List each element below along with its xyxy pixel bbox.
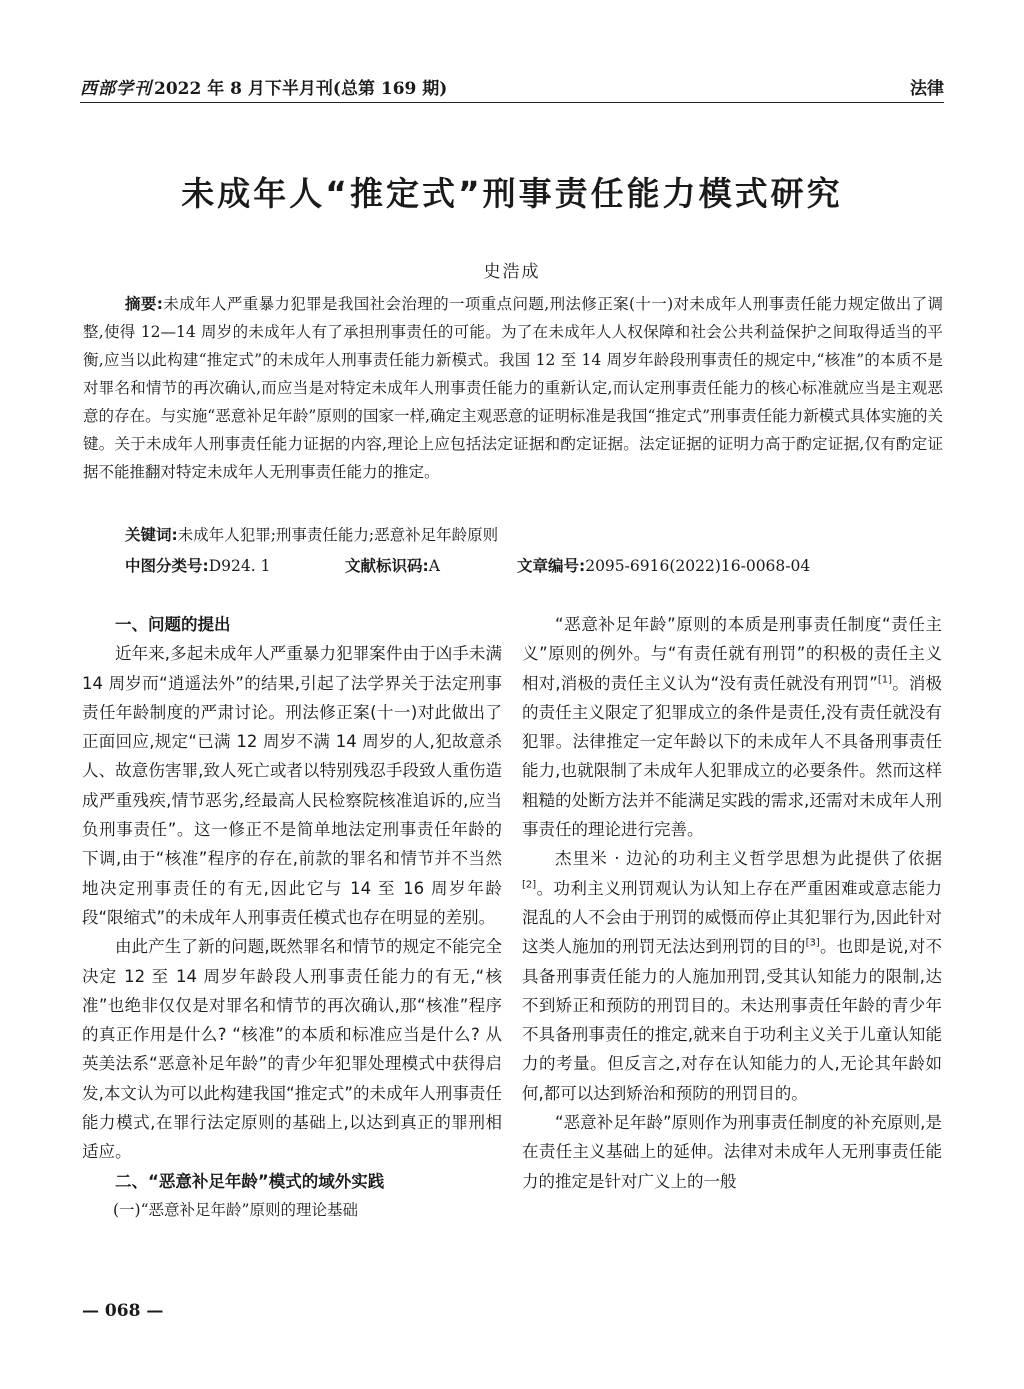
- section-heading-1: 一、问题的提出: [115, 615, 231, 634]
- paragraph-text: “恶意补足年龄”原则的本质是刑事责任制度“责任主义”原则的例外。与“有责任就有刑罚”的积极的责任主义相对,消极的责任主义认为“没有责任就没有刑罚”: [522, 615, 942, 693]
- issue-info: 2022 年 8 月下半月刊(总第 169 期): [154, 79, 448, 99]
- citation-ref: [1]: [877, 674, 893, 686]
- keywords: [125, 523, 498, 545]
- paragraph: [522, 610, 942, 844]
- article-author: 史浩成: [483, 262, 541, 282]
- citation-ref: [3]: [805, 937, 820, 949]
- paragraph-text: 杰里米 · 边沁的功利主义哲学思想为此提供了依据: [555, 849, 942, 869]
- paragraph-text: 。功利主义刑罚观认为认知上存在严重困难或意志能力混乱的人不会由于刑罚的威慑而停止其犯罪行为,因此针对这类人施加的刑罚无法达到刑罚的目的: [522, 878, 942, 957]
- clc-value: D924. 1: [208, 557, 271, 575]
- article-number-value: 2095-6916(2022)16-0068-04: [585, 557, 811, 575]
- citation-ref: [2]: [522, 879, 537, 891]
- section-label: 法律: [910, 79, 944, 99]
- article-title: 未成年人“推定式”刑事责任能力模式研究: [181, 174, 843, 213]
- paragraph: 近年来,多起未成年人严重暴力犯罪案件由于凶手未满 14 周岁而“逍遥法外”的结果,引起了法学界关于法定刑事责任年龄制度的严肃讨论。刑法修正案(十一)对此做出了正面回应,规定“已满 12 周岁不满 14 周岁的人,犯故意杀人、故意伤害罪,致人死亡或者以特别残忍手段致人重伤造成严重残疾,情节恶劣,经最高人民检察院核准追诉的,应当负刑事责任”。这一修正不是简单地法定刑事责任年龄的下调,由于“核准”程序的存在,前款的罪名和情节并不当然地决定刑事责任的有无,因此它与 14 至 16 周岁年龄段“限缩式”的未成年人刑事责任模式也存在明显的差别。: [82, 644, 502, 927]
- paragraph-text: 。也即是说,对不具备刑事责任能力的人施加刑罚,受其认知能力的限制,达不到矫正和预防的刑罚目的。未达刑事责任年龄的青少年不具备刑事责任的推定,就来自于功利主义关于儿童认知能力的考量。但反言之,对存在认知能力的人,无论其年龄如何,都可以达到矫治和预防的刑罚目的。: [522, 937, 943, 1103]
- subsection-heading: (一)“恶意补足年龄”原则的理论基础: [113, 1200, 358, 1219]
- journal-logo: 西部学刊: [80, 79, 152, 99]
- paragraph: [522, 844, 942, 1108]
- article-number-label: 文章编号:: [517, 557, 586, 575]
- abstract-text: 未成年人严重暴力犯罪是我国社会治理的一项重点问题,刑法修正案(十一)对未成年人刑事责任能力规定做出了调整,使得 12—14 周岁的未成年人有了承担刑事责任的可能。为了在未成年人人权保障和社会公共利益保护之间取得适当的平衡,应当以此构建“推定式”的未成年人刑事责任能力新模式。我国 12 至 14 周岁年龄段刑事责任的规定中,“核准”的本质不是对罪名和情节的再次确认,而应当是对特定未成年人刑事责任能力的重新认定,而认定刑事责任能力的核心标准就应当是主观恶意的存在。与实施“恶意补足年龄”原则的国家一样,确定主观恶意的证明标准是我国“推定式”刑事责任能力新模式具体实施的关键。关于未成年人刑事责任能力证据的内容,理论上应包括法定证据和酌定证据。法定证据的证明力高于酌定证据,仅有酌定证据不能推翻对特定未成年人无刑事责任能力的推定。: [83, 295, 943, 481]
- doc-code-label: 文献标识码:: [345, 557, 429, 575]
- keywords-label: 关键词:: [125, 526, 178, 544]
- running-header: [80, 70, 944, 103]
- journal-info: [80, 74, 447, 99]
- abstract-label: 摘要:: [125, 295, 163, 313]
- section-heading-2: 二、“恶意补足年龄”模式的域外实践: [115, 1171, 385, 1191]
- body-column-right: [522, 610, 942, 1196]
- doc-code-value: A: [428, 557, 440, 575]
- paragraph: 由此产生了新的问题,既然罪名和情节的规定不能完全决定 12 至 14 周岁年龄段人刑事责任能力的有无,“核准”也绝非仅仅是对罪名和情节的再次确认,那“核准”程序的真正作用是什么? “核准”的本质和标准应当是什么? 从英美法系“恶意补足年龄”的青少年犯罪处理模式中获得启发,本文认为可以此构建我国“推定式”的未成年人刑事责任能力模式,在罪行法定原则的基础上,以达到真正的罪刑相适应。: [82, 937, 502, 1162]
- keywords-text: 未成年人犯罪;刑事责任能力;恶意补足年龄原则: [177, 526, 499, 544]
- page-number: — 068 —: [82, 1301, 164, 1321]
- body-column-left: [82, 610, 502, 1225]
- abstract: [83, 290, 943, 486]
- paragraph: “恶意补足年龄”原则作为刑事责任制度的补充原则,是在责任主义基础上的延伸。法律对未成年人无刑事责任能力的推定是针对广义上的一般: [522, 1113, 942, 1191]
- article-meta: [125, 554, 945, 576]
- paragraph-text: 。消极的责任主义限定了犯罪成立的条件是责任,没有责任就没有犯罪。法律推定一定年龄以下的未成年人不具备刑事责任能力,也就限制了未成年人犯罪成立的必要条件。然而这样粗糙的处断方法并不能满足实践的需求,还需对未成年人刑事责任的理论进行完善。: [522, 673, 943, 840]
- clc-label: 中图分类号:: [125, 557, 209, 575]
